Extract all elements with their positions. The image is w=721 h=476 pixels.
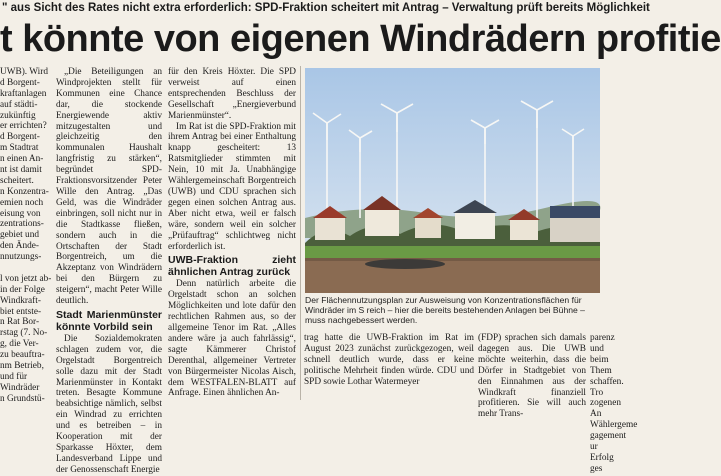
column-divider: [300, 66, 301, 400]
column-line: in der Folge: [0, 284, 45, 295]
wind-turbine-photo: [305, 68, 600, 293]
column-line: auf städti-: [0, 99, 38, 110]
paragraph: (FDP) sprachen sich damals dagegen aus. Die UWB möchte weiterhin, dass die Dörfer in Stadtgebiet von den Einnahmen aus der Windkraft finanziell profitieren. Sie will auch mehr Trans-: [478, 333, 586, 420]
column-line: nt ist damit: [0, 165, 42, 176]
column-line: den Ände-: [0, 241, 39, 252]
article-column-1: [0, 67, 52, 404]
column-line: scheitert.: [0, 175, 34, 186]
column-line: zukünftig: [0, 110, 36, 121]
column-line: kraftanlagen: [0, 88, 47, 99]
column-line: d Borgent-: [0, 132, 40, 143]
column-line: rstag (7. No-: [0, 328, 48, 339]
column-line: biet entste-: [0, 306, 42, 317]
paragraph: trag hatte die UWB-Fraktion im Rat im August 2023 zunächst zurückgezogen, weil schnell deutlich wurde, dass er keine politische Mehrheit finden würde. CDU und SPD sowie Lothar Watermeyer: [304, 333, 474, 387]
column-line: n Grundstü-: [0, 393, 45, 404]
paragraph: Im Rat ist die SPD-Fraktion mit ihrem Antrag bei einer Enthaltung knapp gescheitert: 13 Ratsmitglieder stimmten mit Nein, 10 mit Ja. Unabhängige Wählergemeinschaft Borgentreich (UWB) und CDU sprachen sich gegen einen solchen Antrag aus. Aber nicht etwa, weil er falsch wäre, sondern weil ein solcher „Prüfauftrag“ schlichtweg nicht erforderlich ist.: [168, 121, 296, 252]
column-line: und für: [0, 371, 28, 382]
column-line: l von jetzt ab-: [0, 273, 52, 284]
column-line: nnutzungs-: [0, 252, 42, 263]
column-line: nm Betrieb,: [0, 361, 44, 372]
column-line: emien noch: [0, 197, 44, 208]
article-column-2: [56, 67, 162, 475]
article-column-3: [168, 67, 296, 400]
paragraph: „Die Beteiligungen an Windprojekten stellt für Kommunen eine Chance dar, die stockende Energiewende aktiv mitzugestalten und gleichzeitig den kommunalen Haushalt langfristig zu stärken“, begründet SPD-Fraktionsvorsitzender Peter Wille den Antrag. „Das Geld, was die Windräder einbringen, soll nicht nur in die Stadtkasse fließen, sondern auch in die Ortschaften der Stadt Borgentreich, um die Akzeptanz von Windrädern bei den Bürgern zu steigern“, macht Peter Wille deutlich.: [56, 67, 162, 307]
photo-caption: [305, 295, 600, 325]
paragraph: Denn natürlich arbeite die Orgelstadt schon an solchen Möglichkeiten und lote dafür den rechtlichen Rahmen aus, so der allgemeine Tenor im Rat. „Alles andere wäre ja auch fahrlässig“, sagte Kämmerer Christof Derenthal, allgemeiner Vertreter von Bürgermeister Nicolas Aisch, dem WESTFALEN-BLATT auf Anfrage. Einen ähnlichen An-: [168, 279, 296, 399]
paragraph: Die Sozialdemokraten schlagen zudem vor, die Orgelstadt Borgentreich solle dazu mit der Stadt Marienmünster in Kontakt treten. Besagte Kommune beabsichtige nämlich, selbst ein Windrad zu errichten und es betreiben – in Kooperation mit der Sparkasse Höxter, dem Landesverband Lippe und der Genossenschaft Energie: [56, 333, 162, 475]
column-line: n Konzentra-: [0, 186, 49, 197]
column-line: Windkraft-: [0, 295, 41, 306]
column-line: eisung von: [0, 208, 41, 219]
article-column-4: [304, 333, 474, 393]
kicker-line: " aus Sicht des Rates nicht extra erforderlich: SPD-Fraktion scheitert mit Antrag – Verwaltung prüft bereits Möglichkeit: [2, 2, 650, 14]
headline: t könnte von eigenen Windrädern profitie: [0, 18, 721, 60]
column-line: zentrations-: [0, 219, 44, 230]
column-line: gebiet und: [0, 230, 39, 241]
subheading: UWB-Fraktion zieht ähnlichen Antrag zurück: [168, 254, 296, 279]
column-line: zu beauftra-: [0, 350, 45, 361]
column-line: Windräder: [0, 382, 40, 393]
column-line: n einen An-: [0, 154, 44, 165]
caption-text: Der Flächennutzungsplan zur Ausweisung von Konzentrationsflächen für Windräder im S reich – hier die bereits bestehenden Anlagen bei Bühne – muss nachgebessert werden.: [305, 295, 585, 325]
column-line: er errichten?: [0, 121, 47, 132]
paragraph: für den Kreis Höxter. Die SPD verweist auf einen entsprechenden Beschluss der Gesellschaft „Energieverbund Marienmünster“.: [168, 67, 296, 121]
column-line: n Rat Bor-: [0, 317, 40, 328]
article-column-6: [590, 333, 638, 474]
column-line: [0, 263, 52, 274]
column-line: g, die Ver-: [0, 339, 39, 350]
paragraph: parenz und beim Them schaffen. Tro zogenen An Wählergeme gagement ur Erfolg ges: [590, 333, 638, 474]
article-column-5: [478, 333, 586, 420]
column-line: d Borgent-: [0, 77, 40, 88]
subheading: Stadt Marienmünster könnte Vorbild sein: [56, 308, 162, 333]
column-line: UWB). Wird: [0, 67, 48, 77]
column-line: m Stadtrat: [0, 143, 39, 154]
